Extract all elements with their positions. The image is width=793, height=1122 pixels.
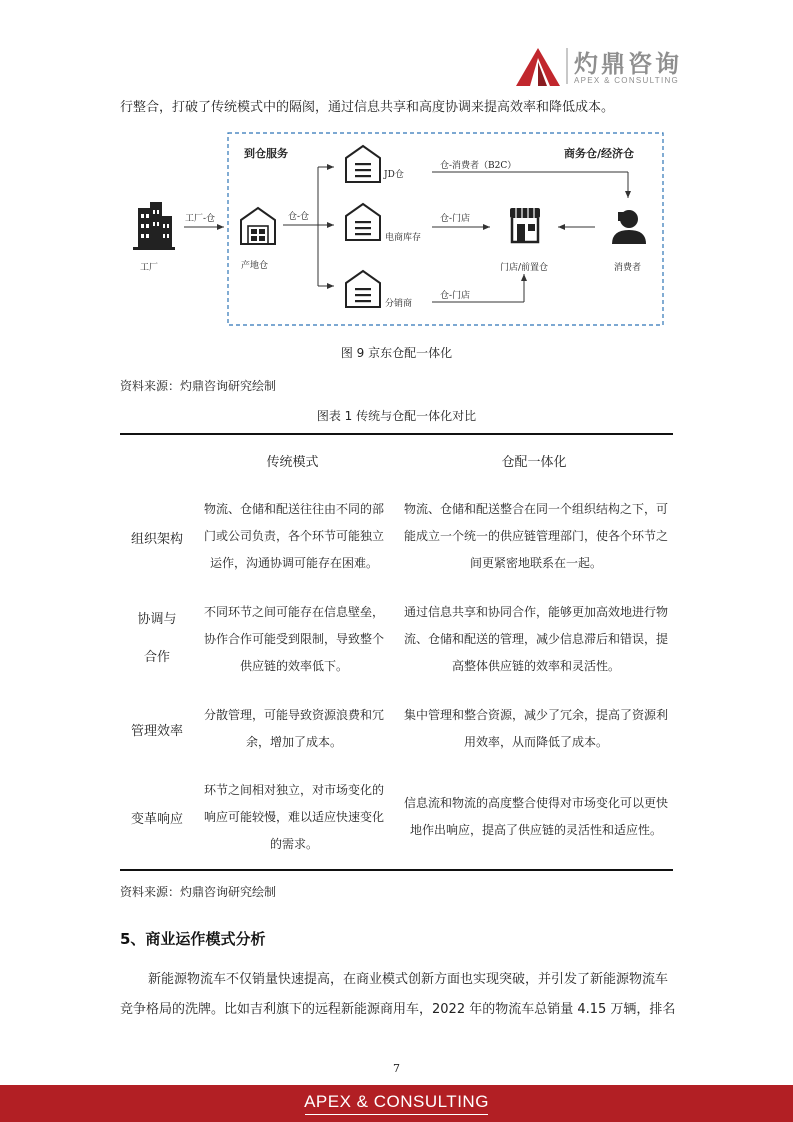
wh-to-store-label-2: 仓-门店 — [440, 291, 471, 301]
warehouse-distribution-diagram — [120, 130, 680, 335]
footer-underline — [305, 1114, 488, 1115]
cell-integrated-org: 物流、仓储和配送整合在同一个组织结构之下，可 能成立一个统一的供应链管理部门，使各个环节之 间更紧密地联系在一起。 — [403, 502, 668, 570]
logo-subtitle: APEX & CONSULTING — [574, 76, 680, 85]
factory-to-warehouse-label: 工厂-仓 — [185, 214, 216, 224]
section-title: 5、商业运作模式分析 — [120, 930, 266, 948]
cell-integrated-efficiency: 集中管理和整合资源，减少了冗余，提高了资源利 用效率，从而降低了成本。 — [403, 708, 668, 749]
ecom-stock-icon — [346, 204, 380, 240]
footer-bar — [0, 1085, 793, 1122]
comparison-table — [120, 433, 673, 873]
figure-caption: 图 9 京东仓配一体化 — [340, 346, 453, 360]
brand-logo — [516, 44, 682, 86]
wh-to-consumer-label: 仓-消费者（B2C） — [440, 161, 517, 171]
table-source: 资料来源：灼鼎咨询研究绘制 — [120, 885, 277, 899]
consumer-icon — [612, 210, 646, 244]
cell-traditional-response: 环节之间相对独立，对市场变化的 响应可能较慢，难以适应快速变化 的需求。 — [203, 783, 384, 851]
group-label-right: 商务仓/经济仓 — [564, 147, 635, 160]
jd-warehouse-label: JD仓 — [384, 170, 404, 180]
wh-to-store-label-1: 仓-门店 — [440, 214, 471, 224]
factory-label: 工厂 — [140, 263, 159, 273]
header-integrated: 仓配一体化 — [501, 455, 567, 470]
row-label-org: 组织架构 — [130, 532, 183, 547]
page-number: 7 — [393, 1062, 400, 1075]
origin-warehouse-label: 产地仓 — [241, 261, 269, 271]
intro-text: 行整合，打破了传统模式中的隔阂，通过信息共享和高度协调来提高效率和降低成本。 — [120, 100, 615, 115]
paragraph-line-1: 新能源物流车不仅销量快速提高，在商业模式创新方面也实现突破，并引发了新能源物流车 — [148, 972, 669, 987]
warehouse-to-warehouse-label: 仓-仓 — [288, 212, 310, 222]
consumer-label: 消费者 — [614, 263, 642, 273]
header-traditional: 传统模式 — [266, 455, 319, 470]
store-label: 门店/前置仓 — [500, 263, 549, 273]
store-icon — [510, 208, 540, 242]
group-label-left: 到仓服务 — [244, 147, 288, 160]
figure-source: 资料来源：灼鼎咨询研究绘制 — [120, 379, 277, 393]
cell-traditional-org: 物流、仓储和配送往往由不同的部 门或公司负责，各个环节可能独立 运作，沟通协调可能存在困难。 — [203, 502, 384, 570]
paragraph-line-2: 竞争格局的洗牌。比如吉利旗下的远程新能源商用车，2022 年的物流车总销量 4.15 万辆，排名 — [120, 1002, 676, 1017]
table-bottom-rule — [120, 869, 673, 871]
cell-traditional-coordination: 不同环节之间可能存在信息壁垒， 协作合作可能受到限制，导致整个 供应链的效率低下。 — [203, 605, 384, 673]
logo-divider — [566, 48, 568, 84]
distributor-label: 分销商 — [385, 299, 413, 309]
row-label-response: 变革响应 — [130, 812, 183, 827]
logo-triangle-icon — [516, 48, 560, 86]
distributor-icon — [346, 271, 380, 307]
cell-integrated-response: 信息流和物流的高度整合使得对市场变化可以更快 地作出响应，提高了供应链的灵活性和适应性。 — [403, 796, 668, 837]
footer-text: APEX & CONSULTING — [304, 1092, 489, 1111]
table-top-rule — [120, 433, 673, 435]
row-label-efficiency: 管理效率 — [130, 724, 183, 739]
table-caption: 图表 1 传统与仓配一体化对比 — [316, 409, 477, 423]
logo-name: 灼鼎咨询 — [574, 50, 682, 78]
ecom-stock-label: 电商库存 — [385, 233, 422, 243]
cell-integrated-coordination: 通过信息共享和协同合作，能够更加高效地进行物 流、仓储和配送的管理，减少信息滞后和错误，提 高整体供应链的效率和灵活性。 — [403, 605, 668, 673]
origin-warehouse-icon — [241, 208, 275, 244]
jd-warehouse-icon — [346, 146, 380, 182]
row-label-coordination: 协调与 合作 — [137, 612, 177, 665]
factory-icon — [133, 202, 175, 250]
cell-traditional-efficiency: 分散管理，可能导致资源浪费和冗 余，增加了成本。 — [203, 708, 384, 749]
